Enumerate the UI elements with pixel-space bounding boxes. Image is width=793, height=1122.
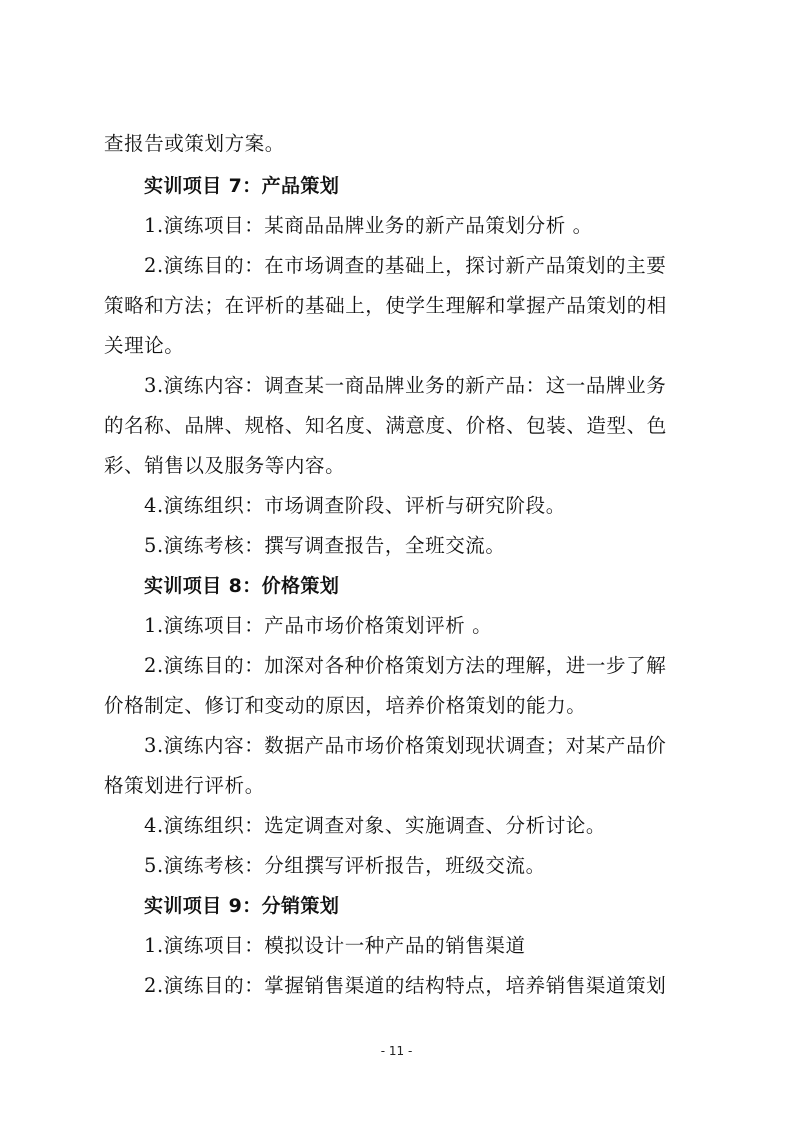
paragraph-line: 1.演练项目：模拟设计一种产品的销售渠道 — [144, 934, 526, 957]
paragraph-line: 4.演练组织：选定调查对象、实施调查、分析讨论。 — [144, 814, 607, 837]
paragraph-line: 1.演练项目：某商品品牌业务的新产品策划分析 。 — [144, 214, 593, 237]
section-heading-9: 实训项目 9：分销策划 — [144, 895, 340, 917]
paragraph-line: 5.演练考核：分组撰写评析报告，班级交流。 — [144, 854, 546, 877]
section-heading-7: 实训项目 7：产品策划 — [144, 175, 340, 197]
paragraph-line: 3.演练内容：调查某一商品牌业务的新产品：这一品牌业务 — [144, 374, 667, 397]
paragraph-line: 3.演练内容：数据产品市场价格策划现状调查；对某产品价 — [144, 734, 667, 757]
paragraph-line: 价格制定、修订和变动的原因，培养价格策划的能力。 — [104, 694, 587, 717]
paragraph-line: 4.演练组织：市场调查阶段、评析与研究阶段。 — [144, 494, 566, 517]
body-text-continuation: 查报告或策划方案。 — [104, 132, 285, 155]
paragraph-line: 2.演练目的：掌握销售渠道的结构特点，培养销售渠道策划 — [144, 974, 667, 997]
paragraph-line: 策略和方法；在评析的基础上，使学生理解和掌握产品策划的相 — [104, 294, 667, 317]
paragraph-line: 的名称、品牌、规格、知名度、满意度、价格、包装、造型、色 — [104, 414, 667, 437]
paragraph-line: 5.演练考核：撰写调查报告，全班交流。 — [144, 534, 506, 557]
paragraph-line: 关理论。 — [104, 334, 185, 357]
paragraph-line: 1.演练项目：产品市场价格策划评析 。 — [144, 614, 493, 637]
paragraph-line: 2.演练目的：在市场调查的基础上，探讨新产品策划的主要 — [144, 254, 667, 277]
page-number: - 11 - — [380, 1044, 413, 1058]
section-heading-8: 实训项目 8：价格策划 — [144, 575, 340, 597]
paragraph-line: 彩、销售以及服务等内容。 — [104, 454, 346, 477]
paragraph-line: 格策划进行评析。 — [104, 774, 265, 797]
paragraph-line: 2.演练目的：加深对各种价格策划方法的理解，进一步了解 — [144, 654, 667, 677]
